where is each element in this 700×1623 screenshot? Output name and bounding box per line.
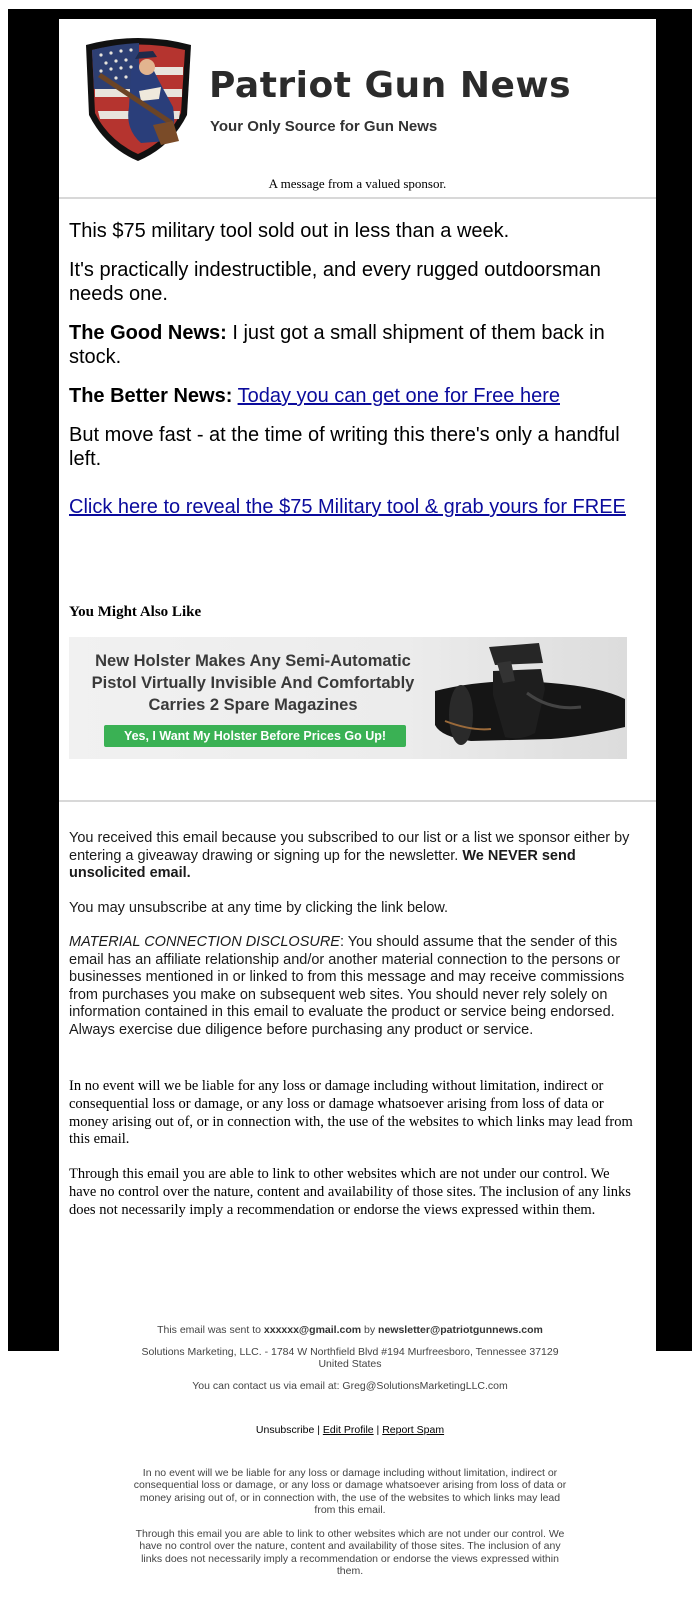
sponsor-note: A message from a valued sponsor. (268, 176, 447, 191)
brand-header[interactable] (81, 37, 641, 167)
sent-by: by (361, 1324, 379, 1336)
footer-links-control: Through this email you are able to link to other websites which are not under our control. We have no control over the nature, content and availability of those sites. The inclusion of any links does not necessarily imply a recommendation or endorse the views expressed within them. (135, 1527, 565, 1577)
email-frame (8, 9, 692, 1351)
better-news-paragraph (69, 384, 639, 408)
divider (59, 800, 656, 802)
ad-headline-line: Carries 2 Spare Magazines (148, 696, 358, 714)
cta-link[interactable]: Click here to reveal the $75 Military tool & grab yours for FREE (69, 496, 626, 518)
free-offer-link[interactable]: Today you can get one for Free here (237, 385, 560, 407)
sent-prefix: This email was sent to (157, 1324, 264, 1336)
liability-text: In no event will we be liable for any loss or damage including without limitation, indirect or consequential loss or damage, or any loss or damage whatsoever arising from loss of data or money arising out of, or in connection with, the use of the websites to which links may lead from this email. (69, 1078, 633, 1148)
promo-copy (69, 219, 639, 534)
separator: | (373, 1424, 383, 1436)
ad-headline (69, 650, 437, 716)
promo-line: This $75 military tool sold out in less than a week. (69, 220, 510, 242)
material-label: MATERIAL CONNECTION DISCLOSURE (69, 934, 340, 950)
recipient-email: xxxxxx@gmail.com (263, 1324, 362, 1336)
email-body (59, 19, 656, 1360)
subscribed-text: You received this email because you subscribed to our list or a list we sponsor either by entering a giveaway drawing or signing up for the newsletter. (69, 830, 630, 864)
footer-liability: In no event will we be liable for any loss or damage including without limitation, indirect or consequential loss or damage, or any loss or damage whatsoever arising from loss of data or money arising out of, or in connection with, the use of the websites to which links may lead from this email. (133, 1466, 567, 1516)
footer-links (130, 1424, 570, 1437)
sent-to-line (130, 1324, 570, 1337)
subscribed-bold: We NEVER send unsolicited email. (69, 847, 576, 881)
links-control-text: Through this email you are able to link to other websites which are not under our control. We have no control over the nature, content and availability of those sites. The inclusion of any links does not necessarily imply a recommendation or endorse the views expressed within them. (69, 1166, 631, 1218)
unsubscribe-link[interactable]: Unsubscribe (255, 1424, 315, 1436)
material-text: : You should assume that the sender of this email has an affiliate relationship and/or another material connection to the persons or businesses mentioned in or linked to from this message and may receive commissions from purchases you make on subsequent web sites. You should never rely solely on information contained in this email to evaluate the product or service being endorsed. Always exercise due diligence before purchasing any product or service. (69, 934, 625, 1038)
ad-headline-line: Pistol Virtually Invisible And Comfortably (91, 674, 415, 692)
good-news-text: I just got a small shipment of them back in stock. (69, 322, 605, 368)
holster-image-icon (431, 641, 627, 759)
holster-ad-banner[interactable] (69, 637, 627, 759)
edit-profile-link[interactable]: Edit Profile (322, 1424, 374, 1436)
patriot-shield-logo-icon (81, 37, 196, 163)
subscription-disclaimer (69, 830, 637, 1056)
good-news-paragraph (69, 321, 639, 369)
postal-address: Solutions Marketing, LLC. - 1784 W Northfield Blvd #194 Murfreesboro, Tennessee 37129 United States (141, 1345, 559, 1370)
ad-cta-button[interactable]: Yes, I Want My Holster Before Prices Go Up! (104, 725, 406, 747)
promo-line: It's practically indestructible, and every rugged outdoorsman needs one. (69, 259, 601, 305)
sender-email: newsletter@patriotgunnews.com (378, 1324, 543, 1336)
ad-headline-line: New Holster Makes Any Semi-Automatic (95, 652, 411, 670)
contact-line: You can contact us via email at: Greg@SolutionsMarketingLLC.com (192, 1379, 508, 1392)
legal-disclaimer (69, 1078, 637, 1237)
report-spam-link[interactable]: Report Spam (382, 1424, 445, 1436)
brand-tagline: Your Only Source for Gun News (210, 118, 438, 135)
footer (130, 1324, 570, 1578)
better-news-label: The Better News: (69, 385, 233, 407)
divider (59, 197, 656, 199)
brand-title: Patriot Gun News (209, 65, 572, 106)
good-news-label: The Good News: (69, 322, 227, 344)
promo-line: But move fast - at the time of writing this there's only a handful left. (69, 424, 620, 470)
separator: | (314, 1424, 323, 1436)
you-might-also-like-heading: You Might Also Like (69, 604, 202, 620)
unsubscribe-note: You may unsubscribe at any time by clicking the link below. (69, 899, 449, 916)
